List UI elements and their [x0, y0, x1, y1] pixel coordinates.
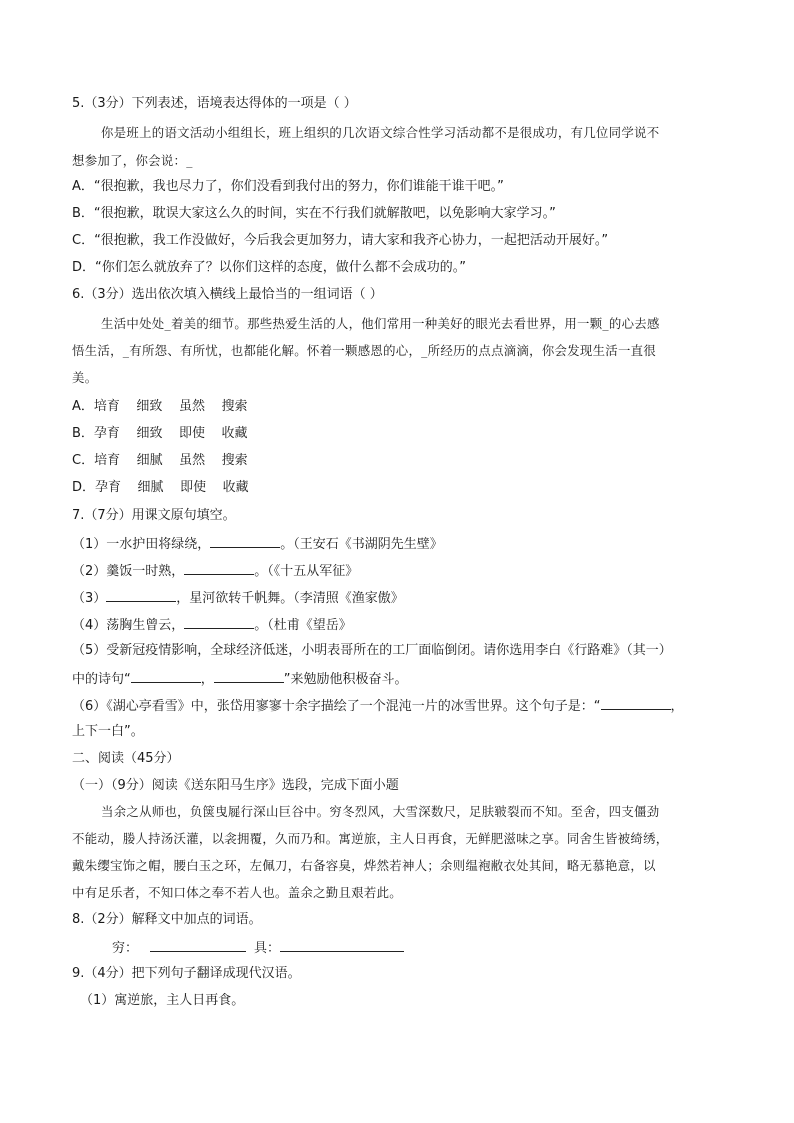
q5-context-line1: 你是班上的语文活动小组组长，班上组织的几次语文综合性学习活动都不是很成功，有几位同学说不 — [101, 125, 660, 140]
q7-item6-line2: 上下一白”。 — [72, 724, 144, 739]
q7-item6-prefix: （6）《湖心亭看雪》中，张岱用寥寥十余字描绘了一个混沌一片的冰雪世界。这个句子是：“ — [72, 699, 601, 714]
q7-item-4 — [72, 616, 352, 634]
q7-item2-blank[interactable] — [184, 562, 254, 575]
q5-option-a: A．“很抱歉，我也尽力了，你们没看到我付出的努力，你们谁能干谁干吧。” — [72, 179, 504, 194]
q6-stem: 6.（3分）选出依次填入横线上最恰当的一组词语（ ） — [72, 287, 383, 302]
q8-stem: 8.（2分）解释文中加点的词语。 — [72, 912, 262, 927]
q8-word1-label: 穷： — [112, 941, 139, 956]
q7-item4-prefix: （4）荡胸生曾云， — [72, 618, 185, 633]
q7-item1-prefix: （1）一水护田将绿绕， — [72, 537, 211, 552]
q6-option-d: D．孕育 细腻 即使 收藏 — [72, 480, 249, 495]
q7-item5-prefix: 中的诗句“ — [72, 672, 131, 687]
q7-item2-prefix: （2）羹饭一时熟， — [72, 564, 185, 579]
q7-item5-blank2[interactable] — [214, 670, 284, 683]
q8-word2-label: 具： — [254, 941, 281, 956]
q7-item5-line1: （5）受新冠疫情影响，全球经济低迷，小明表哥所在的工厂面临倒闭。请你选用李白《行路难》（其一） — [72, 643, 672, 658]
passage-line2: 不能动，媵人持汤沃灌，以衾拥覆，久而乃和。寓逆旅，主人日再食，无鲜肥滋味之享。同舍生皆被绮绣， — [72, 831, 669, 846]
section2-sub1: （一）（9分）阅读《送东阳马生序》选段，完成下面小题 — [72, 778, 399, 793]
passage-line1: 当余之从师也，负箧曳屣行深山巨谷中。穷冬烈风，大雪深数尺，足肤皲裂而不知。至舍，四支僵劲 — [101, 804, 660, 819]
q7-item1-blank[interactable] — [210, 535, 280, 548]
q7-item2-suffix: 。（《十五从军征》 — [254, 564, 359, 579]
q7-item-1 — [72, 535, 443, 553]
q7-item5-suffix: ”来勉励他积极奋斗。 — [283, 672, 408, 687]
q6-option-b: B．孕育 细致 即使 收藏 — [72, 426, 248, 441]
q7-item6-suffix: ， — [670, 699, 684, 714]
passage-line4: 中有足乐者，不知口体之奉不若人也。盖余之勤且艰若此。 — [72, 885, 402, 900]
q5-context-line2: 想参加了，你会说：_ — [72, 153, 193, 168]
q7-item4-suffix: 。（杜甫《望岳》 — [254, 618, 352, 633]
q6-passage-line3: 美。 — [72, 370, 98, 385]
q7-item5-blank1[interactable] — [131, 670, 201, 683]
q7-item1-suffix: 。（王安石《书湖阴先生壁》 — [280, 537, 443, 552]
q5-option-d: D．“你们怎么就放弃了？以你们这样的态度，做什么都不会成功的。” — [72, 260, 466, 275]
q5-option-b: B．“很抱歉，耽误大家这么久的时间，实在不行我们就解散吧，以免影响大家学习。” — [72, 206, 556, 221]
q7-item3-prefix: （3） — [72, 591, 107, 606]
passage-line3: 戴朱缨宝饰之帽，腰白玉之环，左佩刀，右备容臭，烨然若神人；余则缊袍敝衣处其间，略无慕艳意，以 — [72, 858, 656, 873]
q5-option-c: C．“很抱歉，我工作没做好，今后我会更加努力，请大家和我齐心协力，一起把活动开展好。” — [72, 233, 609, 248]
q6-passage-line1: 生活中处处_着美的细节。那些热爱生活的人，他们常用一种美好的眼光去看世界，用一颗_的心去感 — [101, 316, 660, 331]
q7-item5-separator: ， — [200, 672, 214, 687]
q6-passage-line2: 悟生活，_有所怨、有所忧，也都能化解。怀着一颗感恩的心，_所经历的点点滴滴，你会发现生活一直很 — [72, 343, 657, 358]
q7-item3-suffix: ，星河欲转千帆舞。（李清照《渔家傲》 — [176, 591, 404, 606]
q8-answer-row — [112, 939, 404, 957]
q7-item6-line1 — [72, 697, 684, 715]
q7-item6-blank[interactable] — [601, 697, 671, 710]
section2-title: 二、阅读（45分） — [72, 751, 180, 766]
q8-word1-blank[interactable] — [150, 939, 246, 952]
q9-stem: 9.（4分）把下列句子翻译成现代汉语。 — [72, 966, 301, 981]
q9-item-1: （1）寓逆旅，主人日再食。 — [80, 993, 245, 1008]
q7-item-3 — [72, 589, 404, 607]
q6-option-c: C．培育 细腻 虽然 搜索 — [72, 453, 248, 468]
q7-item4-blank[interactable] — [184, 616, 254, 629]
q8-word2-blank[interactable] — [280, 939, 404, 952]
q7-item3-blank[interactable] — [106, 589, 176, 602]
q6-option-a: A．培育 细致 虽然 搜索 — [72, 399, 248, 414]
q7-stem: 7.（7分）用课文原句填空。 — [72, 508, 236, 523]
q7-item5-line2 — [72, 670, 408, 688]
q7-item-2 — [72, 562, 358, 580]
q5-stem: 5.（3分）下列表述，语境表达得体的一项是（ ） — [72, 96, 357, 111]
